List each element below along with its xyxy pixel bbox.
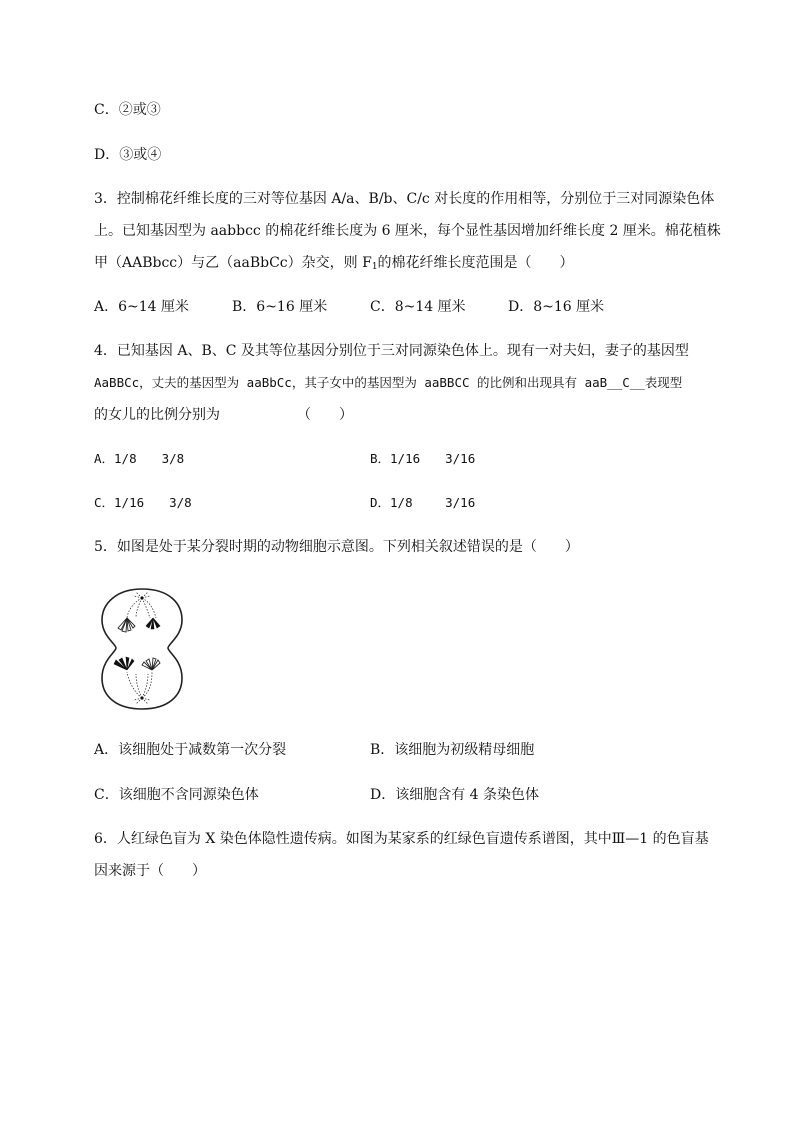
q2-option-c: C．②或③ <box>94 102 161 118</box>
lower-spindle <box>127 672 152 704</box>
q3-stem-line1: 3．控制棉花纤维长度的三对等位基因 A/a、B/b、C/c 对长度的作用相等，分别位于三对同源染色体 <box>94 191 715 207</box>
cell-membrane <box>102 589 182 709</box>
q6-stem-line2: 因来源于（ ） <box>94 863 206 879</box>
q5-stem: 5．如图是处于某分裂时期的动物细胞示意图。下列相关叙述错误的是（ ） <box>94 539 579 555</box>
q3-option-c: C．8~14 厘米 <box>370 299 466 315</box>
q5-option-d: D．该细胞含有 4 条染色体 <box>370 787 540 803</box>
q4-option-b: B．1/16 3/16 <box>370 451 476 466</box>
q3-option-a: A．6~14 厘米 <box>94 299 190 315</box>
q3-stem-line2: 上。已知基因型为 aabbcc 的棉花纤维长度为 6 厘米，每个显性基因增加纤维长度 2 厘米。棉花植株 <box>94 223 721 239</box>
q4-option-d: D．1/8 3/16 <box>370 495 476 510</box>
q4-stem-line2: AaBBCc，丈夫的基因型为 aaBbCc，其子女中的基因型为 aaBBCC 的比例和出现具有 aaB__C__表现型 <box>94 375 683 390</box>
upper-chromosome-dark <box>146 618 160 629</box>
q3-option-d: D．8~16 厘米 <box>508 299 605 315</box>
q5-option-b: B．该细胞为初级精母细胞 <box>370 742 535 758</box>
upper-chromosome-light <box>118 618 135 632</box>
lower-chromosome-light <box>142 658 160 670</box>
q5-option-c: C．该细胞不含同源染色体 <box>94 787 259 803</box>
q3-stem-line3: 甲（AABbcc）与乙（aaBbCc）杂交，则 $F_1$的棉花纤维长度范围是（ ） <box>94 255 574 272</box>
q4-stem-line3: 的女儿的比例分别为 （ ） <box>94 407 353 423</box>
q4-option-c: C．1/16 3/8 <box>94 495 192 510</box>
q5-option-a: A．该细胞处于减数第一次分裂 <box>94 742 287 758</box>
q3-option-b: B．6~16 厘米 <box>232 299 328 315</box>
q2-option-d: D．③或④ <box>94 147 162 163</box>
lower-chromosome-dark <box>114 657 134 670</box>
q6-stem-line1: 6．人红绿色盲为 X 染色体隐性遗传病。如图为某家系的红绿色盲遗传系谱图，其中Ⅲ—1 的色盲基 <box>94 831 709 847</box>
q4-stem-line1: 4．已知基因 A、B、C 及其等位基因分别位于三对同源染色体上。现有一对夫妇，妻子的基因型 <box>94 343 689 359</box>
q4-option-a: A．1/8 3/8 <box>94 451 185 466</box>
upper-spindle <box>127 592 156 618</box>
cell-division-figure <box>96 584 188 714</box>
